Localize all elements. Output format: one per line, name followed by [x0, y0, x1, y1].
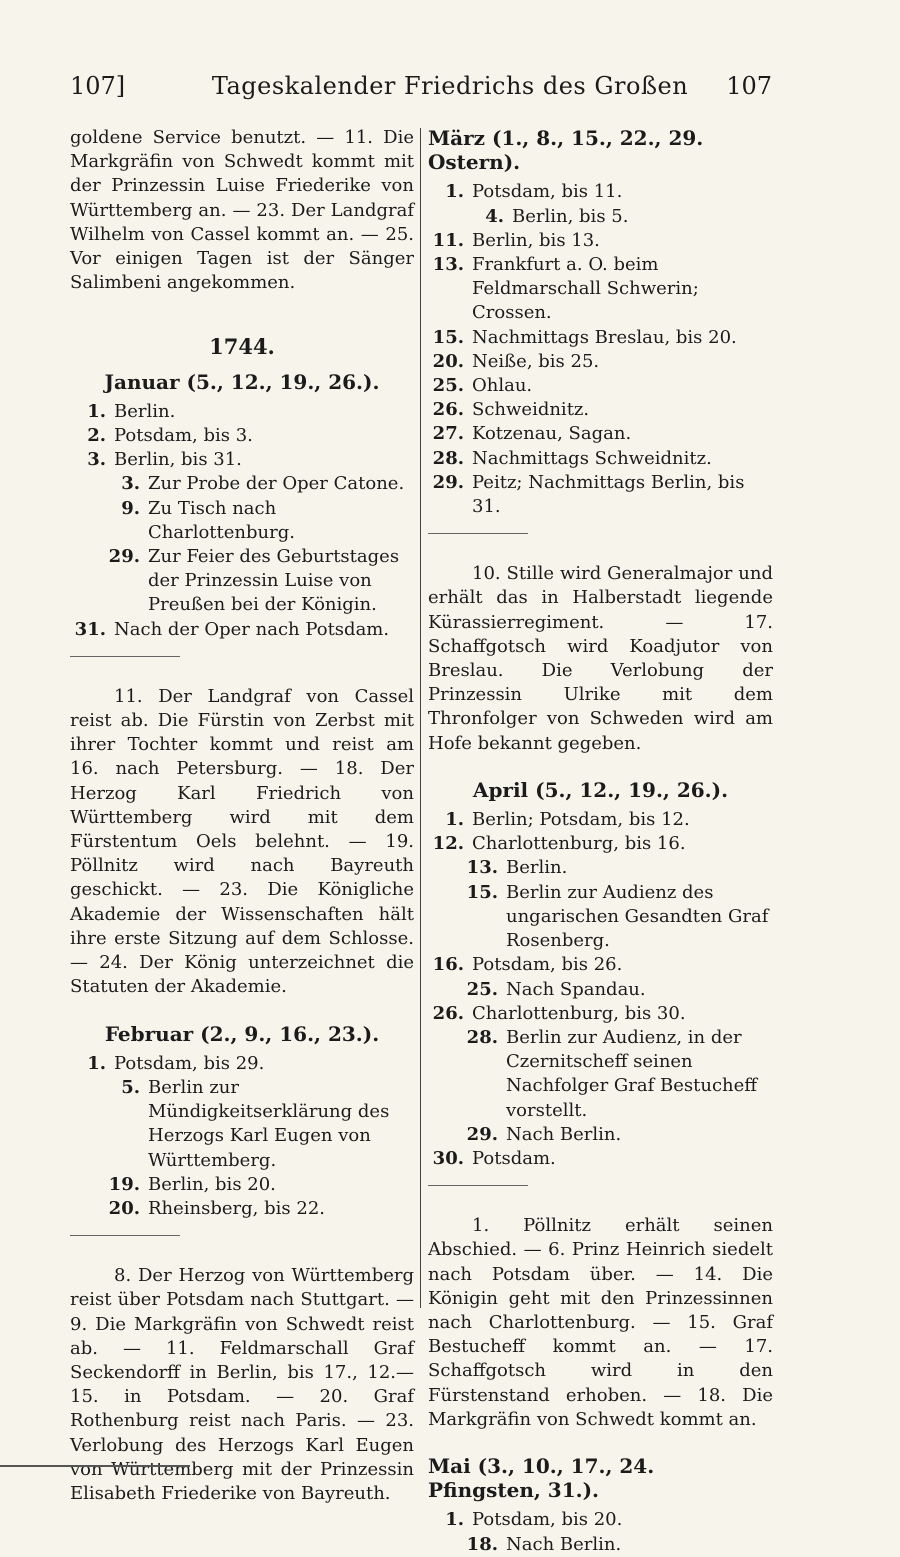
- list-item: 20. Rheinsberg, bis 22.: [108, 1197, 325, 1219]
- list-item: 3. Zur Probe der Oper Catone.: [121, 473, 405, 495]
- list-item: 28. Berlin zur Audienz, in der Czernitscheff seinen Nachfolger Graf Bestucheff vorstellt.: [466, 1026, 758, 1121]
- list-item: 11. Berlin, bis 13.: [432, 229, 600, 251]
- list-item: 4. Berlin, bis 5.: [485, 205, 629, 227]
- section-separator: [70, 1235, 180, 1236]
- list-item: 27. Kotzenau, Sagan.: [432, 423, 632, 445]
- list-item: 5. Berlin zur Mündigkeitserklärung des Herzogs Karl Eugen von Württemberg.: [121, 1076, 390, 1171]
- continued-paragraph: goldene Service benutzt. — 11. Die Markgräfin von Schwedt kommt mit der Prinzessin Luise Friederike von Württemberg an. — 23. Der Landgraf Wilhelm von Cassel kommt an. — 25. Vor einigen Tagen ist der Sänger Salimbeni angekommen.: [70, 127, 414, 294]
- list-item: 1. Potsdam, bis 20.: [445, 1509, 623, 1531]
- list-item: 13. Berlin.: [466, 857, 568, 879]
- april-notes: 1. Pöllnitz erhält seinen Abschied. — 6. Prinz Heinrich siedelt nach Potsdam über. — 14. Die Königin geht mit den Prinzessinnen nach Charlottenburg. — 15. Graf Bestucheff kommt an. — 17. Schaffgotsch wird in den Fürstenstand erhoben. — 18. Die Markgräfin von Schwedt kommt an.: [428, 1215, 773, 1430]
- list-item: 29. Peitz; Nachmittags Berlin, bis 31.: [432, 471, 745, 518]
- list-item: 29. Nach Berlin.: [466, 1123, 622, 1145]
- bottom-rule: [0, 1465, 190, 1467]
- page-number-right: 107: [726, 72, 772, 100]
- list-item: 26. Charlottenburg, bis 30.: [432, 1002, 686, 1024]
- list-item: 2. Potsdam, bis 3.: [87, 425, 253, 447]
- list-item: 16. Potsdam, bis 26.: [432, 954, 623, 976]
- left-column: [70, 126, 414, 1506]
- right-column: [428, 126, 773, 1557]
- list-item: 26. Schweidnitz.: [432, 399, 590, 421]
- januar-notes: 11. Der Landgraf von Cassel reist ab. Die Fürstin von Zerbst mit ihrer Tochter kommt und reist am 16. nach Petersburg. — 18. Der Herzog Karl Friedrich von Württemberg wird mit dem Fürstentum Oels belehnt. — 19. Pöllnitz wird nach Bayreuth geschickt. — 23. Die Königliche Akademie der Wissenschaften hält ihre erste Sitzung auf dem Schlosse. — 24. Der König unterzeichnet die Statuten der Akademie.: [70, 685, 414, 998]
- maerz-notes: 10. Stille wird Generalmajor und erhält das in Halberstadt liegende Kürassierregiment. — 17. Schaffgotsch wird Koadjutor von Breslau. Die Verlobung der Prinzessin Ulrike mit dem Thronfolger von Schweden wird am Hofe bekannt gegeben.: [428, 563, 773, 754]
- februar-notes: 8. Der Herzog von Württemberg reist über Potsdam nach Stuttgart. — 9. Die Markgräfin von Schwedt reist ab. — 11. Feldmarschall Graf Seckendorff in Berlin, bis 17., 12.—15. in Potsdam. — 20. Graf Rothenburg reist nach Paris. — 23. Verlobung des Herzogs Karl Eugen von Württemberg mit der Prinzessin Elisabeth Friederike von Bayreuth.: [70, 1265, 414, 1504]
- list-item: 19. Berlin, bis 20.: [108, 1173, 276, 1195]
- list-item: 30. Potsdam.: [432, 1147, 556, 1169]
- section-separator: [70, 656, 180, 657]
- list-item: 28. Nachmittags Schweidnitz.: [432, 447, 712, 469]
- list-item: 1. Potsdam, bis 29.: [87, 1052, 265, 1074]
- running-title: Tageskalender Friedrichs des Großen: [211, 72, 689, 100]
- list-item: 29. Zur Feier des Geburtstages der Prinzessin Luise von Preußen bei der Königin.: [108, 546, 400, 616]
- page-number-left: 107]: [70, 72, 126, 100]
- januar-entries: [70, 400, 414, 642]
- list-item: 1. Berlin.: [87, 400, 176, 422]
- list-item: 25. Ohlau.: [432, 375, 533, 397]
- column-divider: [420, 128, 421, 1308]
- month-heading-januar: Januar (5., 12., 19., 26.).: [104, 369, 380, 394]
- februar-entries: [70, 1052, 414, 1221]
- month-heading-februar: Februar (2., 9., 16., 23.).: [104, 1021, 380, 1046]
- list-item: 9. Zu Tisch nach Charlottenburg.: [121, 497, 295, 543]
- list-item: 3. Berlin, bis 31.: [87, 449, 242, 471]
- list-item: 15. Berlin zur Audienz des ungarischen Gesandten Graf Rosenberg.: [466, 881, 769, 952]
- month-heading-maerz: März (1., 8., 15., 22., 29. Ostern).: [428, 126, 704, 175]
- list-item: 15. Nachmittags Breslau, bis 20.: [432, 326, 737, 348]
- list-item: 20. Neiße, bis 25.: [432, 350, 600, 372]
- maerz-entries: [428, 180, 773, 519]
- list-item: 12. Charlottenburg, bis 16.: [432, 833, 686, 855]
- list-item: 18. Nach Berlin.: [466, 1533, 622, 1555]
- list-item: 25. Nach Spandau.: [466, 978, 646, 1000]
- section-separator: [428, 533, 528, 534]
- list-item: 13. Frankfurt a. O. beim Feldmarschall Schwerin; Crossen.: [432, 254, 699, 324]
- year-heading: 1744.: [209, 334, 275, 360]
- page-header: [0, 72, 900, 112]
- section-separator: [428, 1185, 528, 1186]
- list-item: 1. Berlin; Potsdam, bis 12.: [445, 809, 690, 831]
- month-heading-mai: Mai (3., 10., 17., 24. Pfingsten, 31.).: [428, 1453, 655, 1503]
- month-heading-april: April (5., 12., 19., 26.).: [472, 777, 729, 802]
- list-item: 1. Potsdam, bis 11.: [445, 181, 623, 203]
- april-entries: [428, 808, 773, 1171]
- list-item: 31. Nach der Oper nach Potsdam.: [74, 618, 390, 640]
- mai-entries: [428, 1508, 773, 1556]
